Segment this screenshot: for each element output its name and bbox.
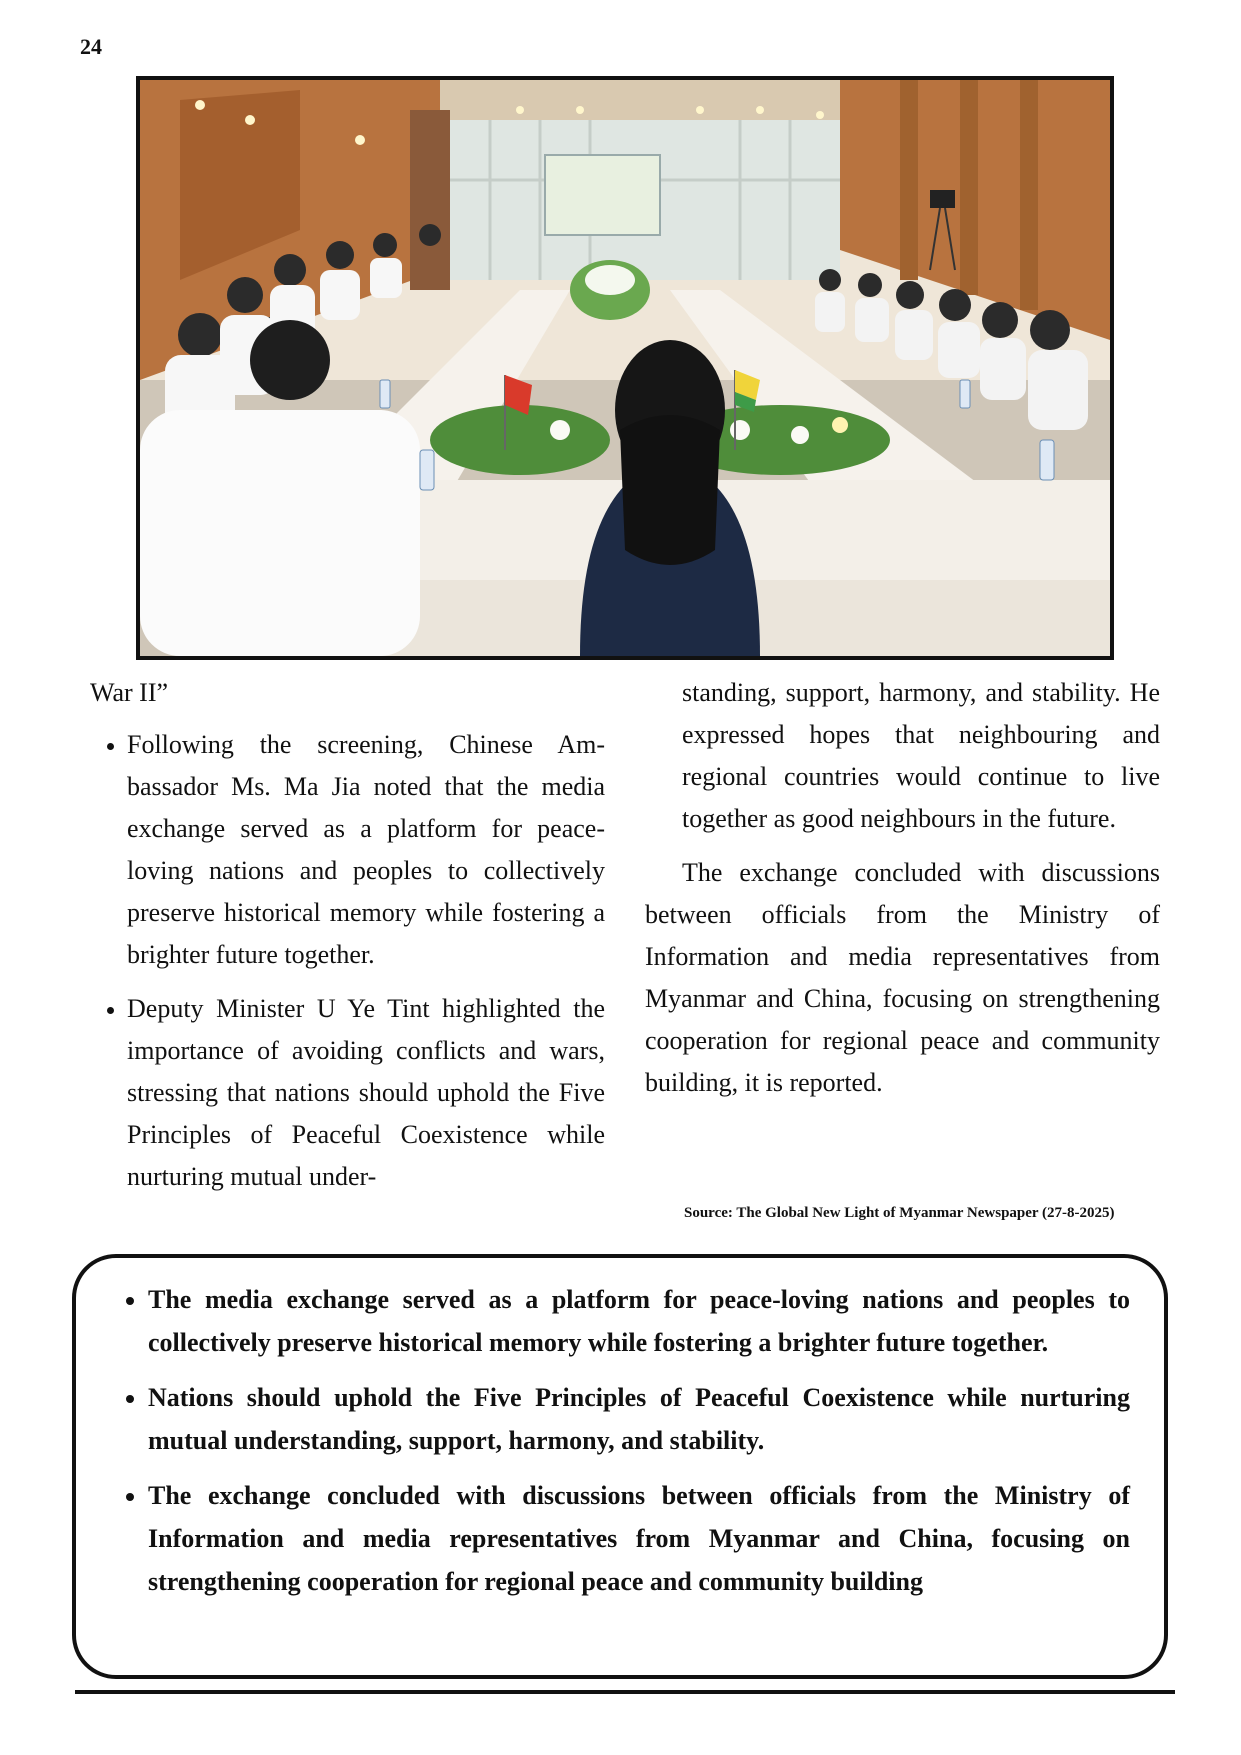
list-item: • Following the screening, Chinese Ambassador Ms. Ma Jia noted that the media exchange served as a platform for peace-loving nations and peoples to collectively preserve historical memory while fostering a brighter future together. — [127, 724, 605, 976]
list-item: • Nations should uphold the Five Principles of Peaceful Coexistence while nurturing mutual understanding, support, harmony, and stability. — [148, 1376, 1130, 1462]
list-item: • The exchange concluded with discussions between officials from the Ministry of Information and media representatives from Myanmar and China, focusing on strengthening cooperation for regional peace and community building — [148, 1474, 1130, 1603]
left-bullet-list — [90, 724, 605, 1198]
list-item: • The media exchange served as a platform for peace-loving nations and peoples to collectively preserve historical memory while fostering a brighter future together. — [148, 1278, 1130, 1364]
right-column — [645, 672, 1160, 1104]
meeting-photo-illustration — [140, 80, 1110, 656]
left-column — [90, 672, 605, 1210]
source-credit: Source: The Global New Light of Myanmar Newspaper (27-8-2025) — [684, 1205, 1115, 1221]
summary-box — [72, 1254, 1168, 1679]
left-continuation-text: War II” — [90, 678, 169, 707]
summary-bullet-list — [106, 1278, 1130, 1603]
bottom-divider — [75, 1690, 1175, 1694]
page-number: 24 — [80, 34, 102, 59]
closing-paragraph: The exchange concluded with discussions between officials from the Ministry of Information and media representatives from Myanmar and China, focusing on strengthening cooperation for regional peace and community building, it is reported. — [645, 858, 1160, 1097]
meeting-photo — [136, 76, 1114, 660]
list-item: • Deputy Minister U Ye Tint highlighted the importance of avoiding conflicts and wars, stressing that nations should uphold the Five Principles of Peaceful Coexistence while nurturing mutual under- — [127, 988, 605, 1198]
right-continuation-text: standing, support, harmony, and stability. He expressed hopes that neighbouring and regional countries would continue to live together as good neighbours in the future. — [682, 678, 1160, 833]
